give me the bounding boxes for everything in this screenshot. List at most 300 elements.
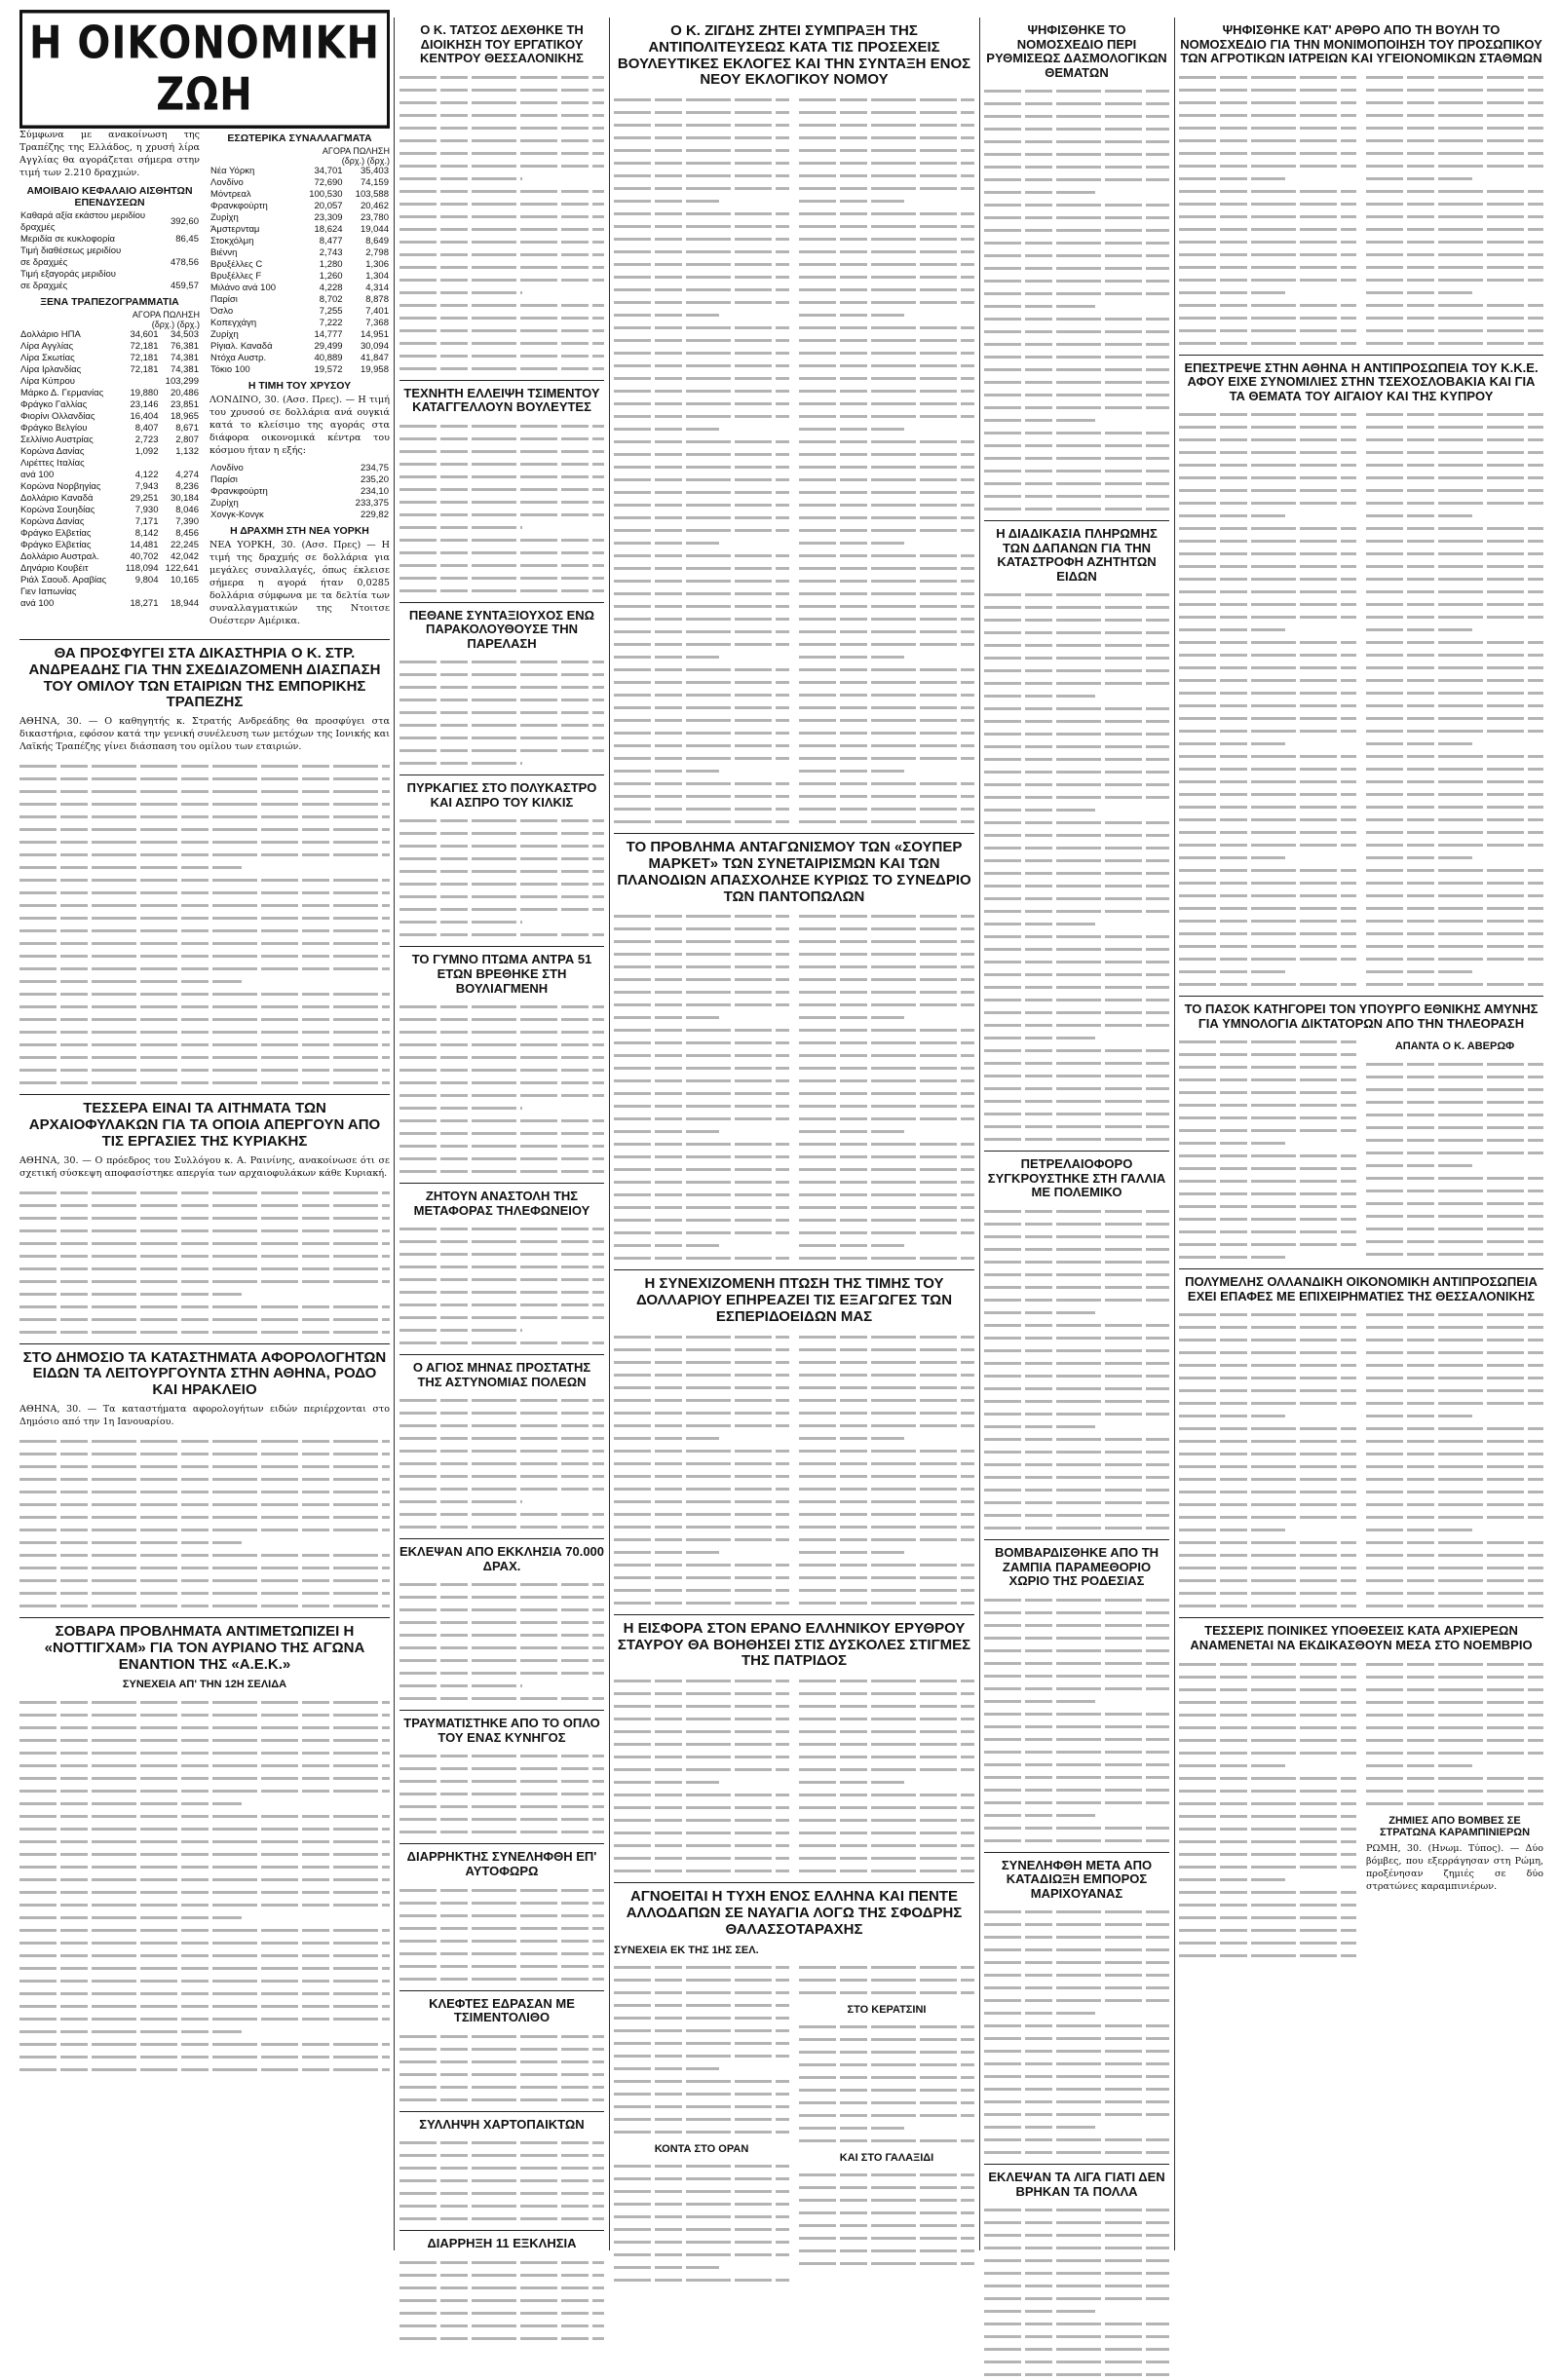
text-line — [614, 485, 789, 498]
text-line — [399, 1896, 604, 1908]
text-line — [399, 2042, 604, 2055]
text-line — [399, 839, 604, 851]
text-line — [799, 409, 974, 422]
table-row — [19, 423, 200, 434]
text-line — [984, 1031, 1095, 1043]
theft-body — [984, 2203, 1169, 2380]
text-line — [614, 1355, 789, 1368]
galaxidi-subhead: ΚΑΙ ΣΤΟ ΓΑΛΑΞΙΔΙ — [839, 2152, 934, 2165]
text-line — [799, 2020, 974, 2032]
text-line — [399, 209, 604, 222]
text-line — [799, 814, 974, 827]
text-line — [799, 1380, 974, 1393]
hunter-body — [399, 1749, 604, 1837]
text-line — [399, 546, 604, 558]
text-line — [399, 419, 604, 432]
text-line — [1179, 323, 1356, 336]
text-line — [1366, 1447, 1543, 1459]
shipwreck-columns — [614, 1960, 974, 2286]
text-line — [984, 1331, 1169, 1343]
text-line — [1179, 521, 1356, 534]
table-row — [19, 353, 200, 364]
text-line — [984, 375, 1169, 388]
text-line — [399, 273, 604, 285]
text-line — [1366, 964, 1472, 977]
text-line — [1179, 1657, 1356, 1670]
text-line — [1366, 1657, 1543, 1670]
text-line — [1366, 108, 1543, 121]
text-line — [799, 1960, 974, 1973]
text-line — [399, 1666, 604, 1679]
row-label: Καθαρά αξία εκάστου μεριδίου δραχμές — [20, 210, 146, 233]
text-line — [984, 1394, 1169, 1407]
text-line — [399, 2067, 604, 2080]
text-line — [399, 1482, 604, 1494]
text-line — [1366, 1358, 1543, 1371]
text-line — [399, 260, 604, 273]
text-line — [984, 765, 1169, 777]
text-line — [614, 131, 789, 143]
table-row — [209, 212, 390, 224]
finance-right — [209, 129, 390, 633]
row-value: 7,368 — [365, 318, 389, 328]
text-line — [19, 2050, 390, 2062]
text-line — [614, 156, 789, 169]
text-line — [1366, 95, 1543, 108]
table-row — [209, 341, 390, 353]
row-value: 392,60 — [170, 216, 199, 227]
text-line — [1179, 1923, 1356, 1936]
text-line — [399, 1603, 604, 1615]
text-line — [984, 362, 1169, 375]
pasok-headline: ΤΟ ΠΑΣΟΚ ΚΑΤΗΓΟΡΕΙ ΤΟΝ ΥΠΟΥΡΓΟ ΕΘΝΙΚΗΣ ΑΜΥΝΗΣ ΓΙΑ ΥΜΝΟΛΟΓΙΑ ΔΙΚΤΑΤΟΡΩΝ ΑΠΟ ΤΗΝ ΤΗΛΕΟΡΑΣΗ — [1184, 1001, 1539, 1031]
text-line — [614, 1674, 789, 1686]
text-line — [1179, 876, 1356, 888]
text-line — [1366, 471, 1543, 483]
text-line — [1366, 1133, 1543, 1146]
text-line — [614, 257, 789, 270]
text-line — [799, 972, 974, 985]
text-line — [614, 2248, 789, 2260]
dutch-headline: ΠΟΛΥΜΕΛΗΣ ΟΛΛΑΝΔΙΚΗ ΟΙΚΟΝΟΜΙΚΗ ΑΝΤΙΠΡΟΣΩΠΕΙΑ ΕΧΕΙ ΕΠΑΦΕΣ ΜΕ ΕΠΙΧΕΙΡΗΜΑΤΙΕΣ ΤΗΣ ΘΕΣΣΑΛΟΝΙΚΗΣ — [1185, 1274, 1538, 1303]
text-line — [984, 1719, 1169, 1732]
text-line — [399, 133, 604, 146]
text-line — [1179, 1822, 1356, 1834]
text-line — [1179, 1250, 1285, 1263]
text-line — [984, 638, 1169, 651]
row-value: 1,306 — [365, 259, 389, 270]
text-line — [1179, 635, 1356, 648]
text-line — [399, 2331, 604, 2344]
text-line — [399, 1469, 604, 1482]
text-line — [984, 400, 1169, 413]
text-line — [1366, 1209, 1543, 1222]
row-value: 478,56 — [170, 257, 199, 268]
text-line — [1366, 1158, 1472, 1171]
row-value: 20,486 — [170, 388, 199, 398]
marijuana-body — [984, 1905, 1169, 2158]
text-line — [1179, 222, 1356, 235]
text-line — [1366, 547, 1543, 559]
text-line — [614, 1686, 789, 1699]
text-line — [799, 1238, 904, 1251]
row-value: 23,780 — [360, 212, 389, 223]
text-line — [799, 346, 974, 359]
text-line — [614, 1960, 789, 1973]
text-line — [614, 422, 719, 434]
text-line — [614, 1330, 789, 1342]
text-line — [399, 1959, 604, 1972]
text-line — [614, 1699, 789, 1712]
row-label: Δολλάριο Καναδά — [20, 493, 94, 504]
text-line — [399, 1494, 522, 1507]
text-line — [614, 1226, 789, 1238]
text-line — [984, 752, 1169, 765]
text-line — [799, 1494, 974, 1507]
text-line — [1366, 610, 1543, 623]
text-line — [984, 1069, 1169, 1081]
text-line — [614, 814, 789, 827]
text-line — [799, 270, 974, 283]
text-line — [799, 934, 974, 947]
text-line — [399, 927, 604, 940]
text-line — [984, 109, 1169, 122]
text-line — [399, 1164, 604, 1177]
doctors-headline: ΨΗΦΙΣΘΗΚΕ ΚΑΤ' ΑΡΘΡΟ ΑΠΟ ΤΗ ΒΟΥΛΗ ΤΟ ΝΟΜΟΣΧΕΔΙΟ ΓΙΑ ΤΗΝ ΜΟΝΙΜΟΠΟΙΗΣΗ ΤΟΥ ΠΡΟΣΩΠΙΚΟΥ ΤΩΝ ΑΓΡΟΤΙΚΩΝ ΙΑΤΡΕΙΩΝ ΚΑΙ ΥΓΕΙΟΝΟΜΙΚΩΝ ΣΤΑΘΜΩΝ — [1180, 22, 1542, 66]
text-line — [799, 1023, 974, 1036]
text-line — [1366, 711, 1543, 724]
text-line — [1179, 1187, 1356, 1199]
text-line — [799, 738, 974, 751]
text-line — [399, 495, 604, 508]
text-line — [984, 1356, 1169, 1369]
text-line — [614, 2074, 789, 2087]
text-line — [399, 1012, 604, 1025]
text-line — [799, 1213, 974, 1226]
text-line — [19, 848, 390, 860]
pasok-body-left — [1179, 1035, 1356, 1263]
row-label: Παρίσι — [210, 294, 238, 305]
text-line — [19, 759, 390, 772]
row-label: Ρίγιαλ. Καναδά — [210, 341, 273, 352]
marijuana-headline: ΣΥΝΕΛΗΦΘΗ ΜΕΤΑ ΑΠΟ ΚΑΤΑΔΙΩΞΗ ΕΜΠΟΡΟΣ ΜΑΡΙΧΟΥΑΝΑΣ — [1001, 1857, 1153, 1901]
text-line — [1366, 1485, 1543, 1497]
text-line — [1366, 1510, 1543, 1523]
text-line — [1179, 1333, 1356, 1345]
text-line — [799, 688, 974, 700]
column-1 — [19, 18, 390, 2075]
text-line — [614, 1712, 789, 1724]
newspaper-page — [19, 18, 1543, 2250]
text-line — [614, 346, 789, 359]
text-line — [399, 693, 604, 705]
text-line — [614, 2023, 789, 2036]
text-line — [799, 143, 974, 156]
dutch-body-right — [1366, 1307, 1543, 1611]
row-value: 23,851 — [170, 399, 199, 410]
text-line — [1366, 1307, 1543, 1320]
text-line — [799, 2045, 974, 2058]
text-line — [1179, 1670, 1356, 1682]
text-line — [799, 460, 974, 472]
text-line — [984, 1217, 1169, 1229]
row-value: 35,403 — [360, 166, 389, 176]
table-row — [209, 318, 390, 329]
row-value: 8,702 — [319, 294, 343, 305]
text-line — [799, 574, 974, 586]
text-line — [984, 1643, 1169, 1656]
text-line — [614, 1507, 789, 1520]
nottingham-headline: ΣΟΒΑΡΑ ΠΡΟΒΛΗΜΑΤΑ ΑΝΤΙΜΕΤΩΠΙΖΕΙ Η «ΝΟΤΤΙΓΧΑΜ» ΓΙΑ ΤΟΝ ΑΥΡΙΑΝΟ ΤΗΣ ΑΓΩΝΑ ΕΝΑΝΤΙΟΝ ΤΗΣ «Α.Ε.Κ.» — [44, 1622, 365, 1673]
text-line — [399, 864, 604, 877]
text-line — [1366, 260, 1543, 273]
text-line — [1366, 420, 1543, 433]
text-line — [399, 1507, 604, 1520]
table-row — [209, 166, 390, 177]
text-line — [614, 1558, 789, 1570]
row-value: 2,798 — [365, 247, 389, 258]
text-line — [614, 1851, 789, 1864]
text-line — [984, 451, 1169, 464]
text-line — [614, 586, 789, 599]
text-line — [1179, 1060, 1356, 1073]
column-divider — [609, 18, 610, 2250]
text-line — [1179, 1548, 1356, 1561]
text-line — [614, 1124, 719, 1137]
guards-body — [19, 1186, 390, 1338]
text-line — [799, 713, 974, 726]
text-line — [799, 105, 974, 118]
text-line — [984, 122, 1169, 134]
text-line — [984, 2082, 1169, 2095]
text-line — [399, 349, 604, 361]
row-value: 22,245 — [170, 540, 199, 550]
text-line — [1366, 1758, 1472, 1771]
text-line — [19, 1695, 390, 1708]
text-line — [614, 1570, 789, 1583]
text-line — [984, 2304, 1095, 2317]
text-line — [399, 2199, 604, 2211]
text-line — [1366, 1695, 1543, 1708]
text-line — [399, 1101, 522, 1114]
text-line — [19, 1999, 390, 2012]
text-line — [799, 985, 974, 998]
text-line — [984, 1229, 1169, 1242]
text-line — [1366, 1670, 1543, 1682]
text-line — [799, 131, 974, 143]
row-value: 1,280 — [319, 259, 343, 270]
guards-headline: ΤΕΣΣΕΡΑ ΕΙΝΑΙ ΤΑ ΑΙΤΗΜΑΤΑ ΤΩΝ ΑΡΧΑΙΟΦΥΛΑΚΩΝ ΓΙΑ ΤΑ ΟΠΟΙΑ ΑΠΕΡΓΟΥΝ ΑΠΟ ΤΙΣ ΕΡΓΑΣΙΕΣ ΤΗΣ ΚΥΡΙΑΚΗΣ — [28, 1100, 381, 1150]
text-line — [799, 1826, 974, 1838]
text-line — [984, 777, 1169, 790]
table-row — [19, 446, 200, 458]
text-line — [1179, 547, 1356, 559]
row-label: Βρυξέλλες C — [210, 259, 263, 270]
text-line — [799, 308, 904, 321]
text-line — [1179, 1561, 1356, 1573]
text-line — [1179, 1161, 1356, 1174]
text-line — [19, 1447, 390, 1459]
text-line — [614, 738, 789, 751]
text-line — [399, 1934, 604, 1946]
table-row — [19, 516, 200, 528]
text-line — [1179, 260, 1356, 273]
text-line — [1179, 184, 1356, 197]
text-line — [399, 1615, 604, 1628]
table-row — [19, 598, 200, 610]
redcross-body-left — [614, 1674, 789, 1876]
text-line — [614, 1596, 789, 1608]
text-line — [984, 160, 1169, 172]
row-label: Δολλάριο Αυστραλ. — [20, 551, 99, 562]
text-line — [1179, 597, 1356, 610]
text-line — [799, 1674, 974, 1686]
kke-columns — [1179, 407, 1543, 990]
text-line — [614, 789, 789, 802]
text-line — [984, 1242, 1169, 1255]
text-line — [1366, 1234, 1543, 1247]
mutual-fund-table — [19, 210, 200, 292]
text-line — [1366, 235, 1543, 247]
text-line — [1366, 133, 1543, 146]
text-line — [1179, 1599, 1356, 1611]
text-line — [399, 1038, 604, 1050]
fx-table — [209, 166, 390, 376]
text-line — [799, 1570, 974, 1583]
text-line — [399, 2148, 604, 2161]
dollar-headline: Η ΣΥΝΕΧΙΖΟΜΕΝΗ ΠΤΩΣΗ ΤΗΣ ΤΙΜΗΣ ΤΟΥ ΔΟΛΛΑΡΙΟΥ ΕΠΗΡΕΑΖΕΙ ΤΙΣ ΕΞΑΓΩΓΕΣ ΤΩΝ ΕΣΠΕΡΙΔΟΕΙΔΩΝ ΜΑΣ — [635, 1275, 953, 1325]
text-line — [399, 2281, 604, 2293]
row-label: Χονγκ-Κονγκ — [210, 510, 264, 520]
row-value: 18,965 — [170, 411, 199, 422]
finance-left — [19, 129, 200, 633]
text-line — [1179, 1695, 1356, 1708]
text-line — [984, 942, 1169, 955]
row-value: 14,951 — [360, 329, 389, 340]
text-line — [614, 2172, 789, 2184]
text-line — [19, 1224, 390, 1236]
row-value: 1,132 — [175, 446, 199, 457]
text-line — [799, 726, 974, 738]
text-line — [799, 1724, 974, 1737]
table-row — [19, 481, 200, 493]
text-line — [984, 1094, 1169, 1107]
text-line — [399, 2293, 604, 2306]
text-line — [1179, 1320, 1356, 1333]
row-label: Όσλο — [210, 306, 234, 317]
text-line — [1366, 749, 1543, 762]
row-value: 2,743 — [319, 247, 343, 258]
guards-lead: ΑΘΗΝΑ, 30. — Ο πρόεδρος του Συλλόγου κ. Α. Ραινίνης, ανακοίνωσε ότι σε σχετική σύσκεψη αποφασίστηκε απεργία των αρχαιοφυλάκων κάθε Κυριακή. — [19, 1154, 390, 1179]
text-line — [614, 232, 789, 245]
text-line — [614, 93, 789, 105]
bishops-headline: ΤΕΣΣΕΡΙΣ ΠΟΙΝΙΚΕΣ ΥΠΟΘΕΣΕΙΣ ΚΑΤΑ ΑΡΧΙΕΡΕΩΝ ΑΝΑΜΕΝΕΤΑΙ ΝΑ ΕΚΔΙΚΑΣΘΟΥΝ ΜΕΣΑ ΣΤΟ ΝΟΕΜΒΡΙΟ — [1190, 1623, 1533, 1653]
text-line — [1366, 1720, 1543, 1733]
text-line — [799, 909, 974, 922]
text-line — [799, 2058, 974, 2070]
text-line — [984, 904, 1169, 917]
text-line — [614, 472, 789, 485]
text-line — [799, 1393, 974, 1406]
row-value: 7,401 — [365, 306, 389, 317]
text-line — [1366, 1409, 1472, 1421]
text-line — [19, 1000, 390, 1012]
table-row — [209, 259, 390, 271]
text-line — [799, 1750, 974, 1762]
text-line — [399, 1152, 604, 1164]
text-line — [614, 599, 789, 612]
text-line — [399, 311, 604, 323]
row-label: Φράγκο Ελβετίας — [20, 540, 92, 550]
text-line — [1179, 247, 1356, 260]
text-line — [614, 2112, 789, 2125]
text-line — [984, 790, 1169, 803]
table-row — [19, 493, 200, 505]
text-line — [1366, 1146, 1543, 1158]
text-line — [799, 1973, 974, 1985]
text-line — [19, 810, 390, 822]
text-line — [614, 194, 719, 207]
text-line — [19, 835, 390, 848]
text-line — [399, 705, 604, 718]
text-line — [399, 1825, 604, 1837]
shipwreck-col-left — [614, 1960, 789, 2286]
text-line — [799, 1342, 974, 1355]
text-line — [984, 426, 1169, 438]
row-label: Μόντρεαλ — [210, 189, 251, 200]
table-row — [19, 234, 200, 246]
text-line — [399, 1088, 604, 1101]
gold-price-table — [209, 463, 390, 521]
text-line — [799, 1596, 974, 1608]
andreadis-body — [19, 759, 390, 1088]
text-line — [399, 95, 604, 108]
text-line — [19, 924, 390, 936]
saint-minas-body — [399, 1393, 604, 1532]
text-line — [1179, 863, 1356, 876]
text-line — [399, 222, 604, 235]
text-line — [614, 1838, 789, 1851]
text-line — [1179, 838, 1356, 850]
text-line — [1366, 1421, 1543, 1434]
text-line — [1179, 623, 1285, 635]
text-line — [984, 1707, 1169, 1719]
text-line — [399, 1260, 604, 1272]
text-line — [1179, 1434, 1356, 1447]
row-value: 1,304 — [365, 271, 389, 282]
text-line — [1366, 597, 1543, 610]
table-row — [19, 563, 200, 575]
text-line — [1366, 1497, 1543, 1510]
table-row — [209, 294, 390, 306]
text-line — [399, 146, 604, 159]
text-line — [799, 1074, 974, 1086]
row-value: 40,889 — [314, 353, 343, 363]
text-line — [614, 1048, 789, 1061]
text-line — [984, 299, 1095, 312]
text-line — [1366, 926, 1543, 939]
row-value: 34,701 — [314, 166, 343, 176]
text-line — [799, 1712, 974, 1724]
text-line — [19, 1923, 390, 1936]
phone-headline: ΖΗΤΟΥΝ ΑΝΑΣΤΟΛΗ ΤΗΣ ΜΕΤΑΦΟΡΑΣ ΤΗΛΕΦΩΝΕΙΟΥ — [413, 1189, 590, 1218]
text-line — [984, 2241, 1169, 2253]
text-line — [984, 2107, 1169, 2120]
text-line — [614, 1788, 789, 1800]
table-row — [19, 210, 200, 234]
row-value: 7,171 — [134, 516, 159, 527]
text-line — [19, 1535, 242, 1548]
